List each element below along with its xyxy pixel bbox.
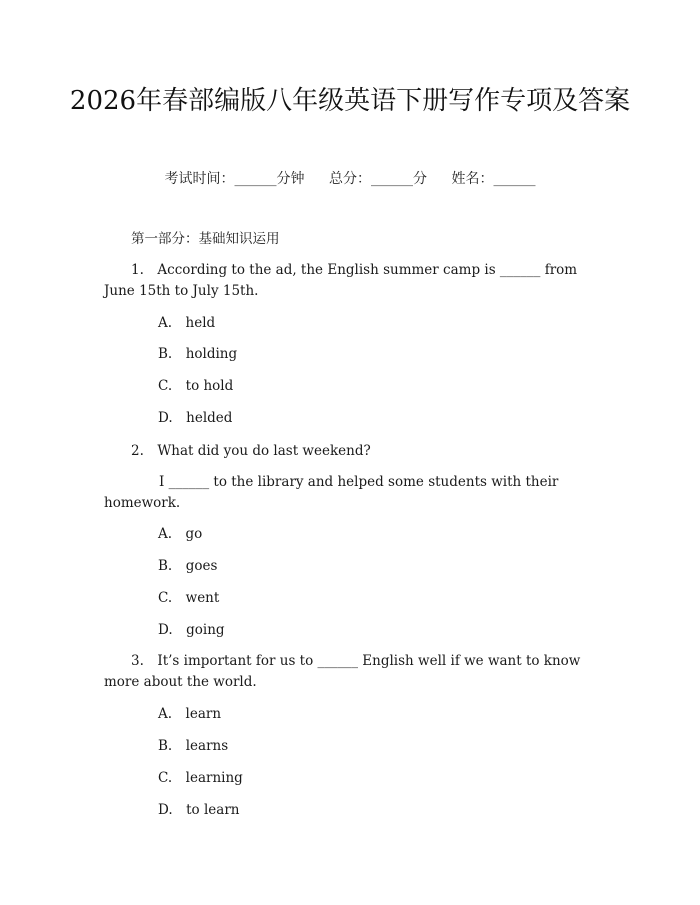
- question-2-option-a: A. go: [158, 526, 203, 542]
- question-2-option-c: C. went: [158, 590, 220, 606]
- question-1-option-c: C. to hold: [158, 378, 234, 394]
- exam-time: 考试时间：______分钟: [164, 171, 305, 187]
- question-3: 3. It’s important for us to ______ English well if we want to know more about the world.: [104, 653, 581, 690]
- question-2-option-b: B. goes: [158, 558, 218, 574]
- question-1-option-a: A. held: [158, 315, 216, 331]
- student-name: 姓名：______: [451, 171, 536, 187]
- section-heading: 第一部分：基础知识运用: [131, 231, 280, 247]
- question-1-option-b: B. holding: [158, 346, 238, 362]
- question-3-option-a: A. learn: [158, 706, 222, 722]
- question-2: 2. What did you do last weekend?: [131, 443, 371, 459]
- question-3-option-b: B. learns: [158, 738, 229, 754]
- question-2-option-d: D. going: [158, 622, 225, 638]
- document-title: 2026年春部编版八年级英语下册写作专项及答案: [69, 86, 631, 116]
- exam-score: 总分：______分: [329, 171, 427, 187]
- question-1-option-d: D. helded: [158, 410, 233, 426]
- question-3-option-c: C. learning: [158, 770, 243, 786]
- question-2-sentence: I ______ to the library and helped some students with their homework.: [104, 474, 559, 511]
- question-1: 1. According to the ad, the English summer camp is ______ from June 15th to July 15th.: [104, 262, 578, 299]
- exam-meta: [0, 169, 700, 189]
- question-3-option-d: D. to learn: [158, 802, 240, 818]
